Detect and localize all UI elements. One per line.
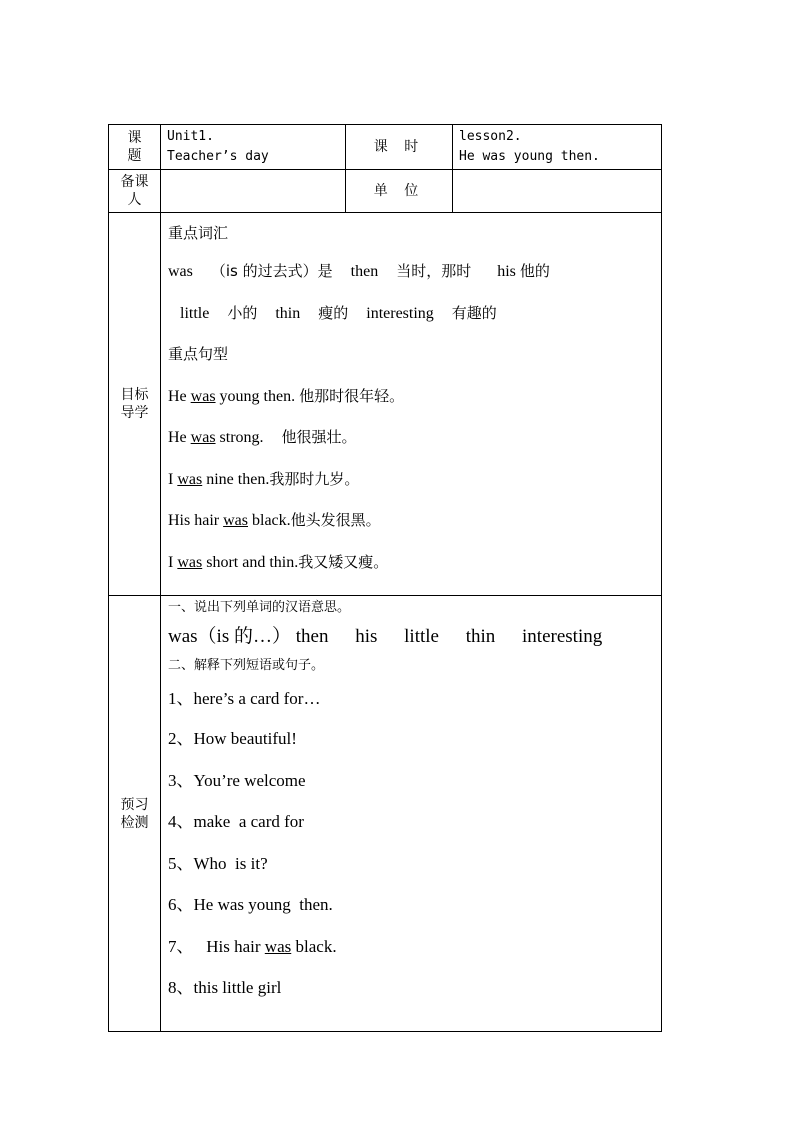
sentence-text: He [168,429,191,446]
item-number: 7、 [168,936,194,956]
underlined-word: was [177,553,203,571]
q2-heading: 二、解释下列短语或句子。 [168,658,325,673]
vocab-heading: 重点词汇 [168,224,229,242]
sentence-1 [168,376,655,418]
lesson-plan-table [108,124,662,1032]
period-value-cell [453,125,662,170]
lesson-plan-sheet [108,124,661,1020]
sentence-text: nine then. [202,470,270,488]
unit-label: 单 位 [373,183,425,199]
topic-label-cell [109,125,161,170]
preparer-value-cell [161,170,346,213]
vocab-word: his [497,263,516,280]
item-number: 2、 [168,729,194,748]
sentence-text: He [168,387,191,405]
underlined-word: was [223,512,248,529]
sentence-translation: 他头发很黑。 [290,511,381,529]
sentence-text: I [168,553,178,571]
item-text: make a card for [193,812,304,831]
vocab-word: little [180,304,210,322]
underlined-word: was [190,387,216,405]
item-number: 6、 [168,895,194,914]
vocab-meaning: 当时，那时 [396,262,472,280]
list-item [168,967,655,1009]
list-item [168,801,655,843]
quiz-word: interesting [522,626,603,647]
vocab-meaning: （is 的过去式）是 [210,262,333,280]
quiz-word: his [355,626,378,647]
sentence-text: young then. [215,387,296,405]
list-item [168,884,655,926]
item-text: You’re welcome [193,770,306,790]
sentence-3 [168,459,655,501]
period-label: 课 时 [373,139,425,155]
list-item [168,718,655,760]
vocab-word: interesting [366,304,434,322]
vocab-line-2 [168,293,655,335]
item-number: 8、 [168,978,194,997]
quiz-word: then [295,626,329,647]
preview-label: 预习检测 [120,796,149,831]
goals-label: 目标导学 [120,387,149,421]
topic-label: 课题 [127,130,142,164]
item-text: Who is it? [193,853,268,873]
sentence-text: short and thin. [202,553,299,571]
goals-row [109,213,662,596]
sentence-heading: 重点句型 [168,345,229,363]
list-item [168,843,655,885]
vocab-line-1 [168,251,655,293]
preparer-label: 备课人 [120,174,149,208]
topic-value-cell [161,125,346,170]
sentence-translation: 我那时九岁。 [269,469,360,488]
underlined-word: was [264,936,292,956]
sentence-text: strong. [215,429,264,446]
header-row-topic [109,125,662,170]
item-text: this little girl [193,978,282,997]
item-text: here’s a card for… [193,689,321,708]
unit-label-cell [346,170,453,213]
preview-row [109,596,662,1032]
vocab-meaning: 瘦的 [318,303,349,322]
topic-value-line1: Unit1. [167,129,214,144]
preview-label-cell [109,596,161,1032]
item-number: 3、 [168,770,194,790]
underlined-word: was [177,470,203,488]
preview-content-cell [161,596,662,1032]
sentence-5 [168,542,655,584]
topic-value-line2: Teacher’s day [167,149,269,164]
vocab-meaning: 有趣的 [451,303,497,322]
preparer-label-cell [109,170,161,213]
sentence-text: His hair [168,512,224,529]
unit-value-cell [453,170,662,213]
goals-content-cell [161,213,662,596]
item-text: He was young then. [193,895,333,914]
q1-heading: 一、说出下列单词的汉语意思。 [168,600,351,615]
quiz-word: was（is 的…） [168,626,291,647]
vocab-meaning: 小的 [227,303,258,322]
sentence-translation: 他那时很年轻。 [299,386,405,405]
vocab-word: thin [275,304,301,322]
period-label-cell [346,125,453,170]
item-number: 4、 [168,812,194,831]
list-item [168,760,655,802]
period-value-line2: He was young then. [459,149,600,164]
underlined-word: was [190,429,216,446]
quiz-word: thin [465,626,496,647]
header-row-preparer [109,170,662,213]
vocab-word: then [350,263,379,280]
sentence-translation: 我又矮又瘦。 [298,552,389,571]
item-number: 5、 [168,853,194,873]
q1-words [168,620,655,654]
vocab-meaning: 他的 [519,262,550,280]
period-value-line1: lesson2. [459,129,522,144]
list-item [168,678,655,718]
item-text: His hair [193,936,265,956]
item-text: How beautiful! [193,729,297,748]
sentence-2 [168,417,655,459]
vocab-word: was [168,263,193,280]
item-number: 1、 [168,689,194,708]
quiz-word: little [404,626,439,647]
sentence-4 [168,500,655,542]
sentence-text: I [168,470,178,488]
sentence-text: black. [248,512,291,529]
list-item [168,926,655,968]
item-text: black. [291,936,337,956]
sentence-translation: 他很强壮。 [281,428,357,446]
goals-label-cell [109,213,161,596]
